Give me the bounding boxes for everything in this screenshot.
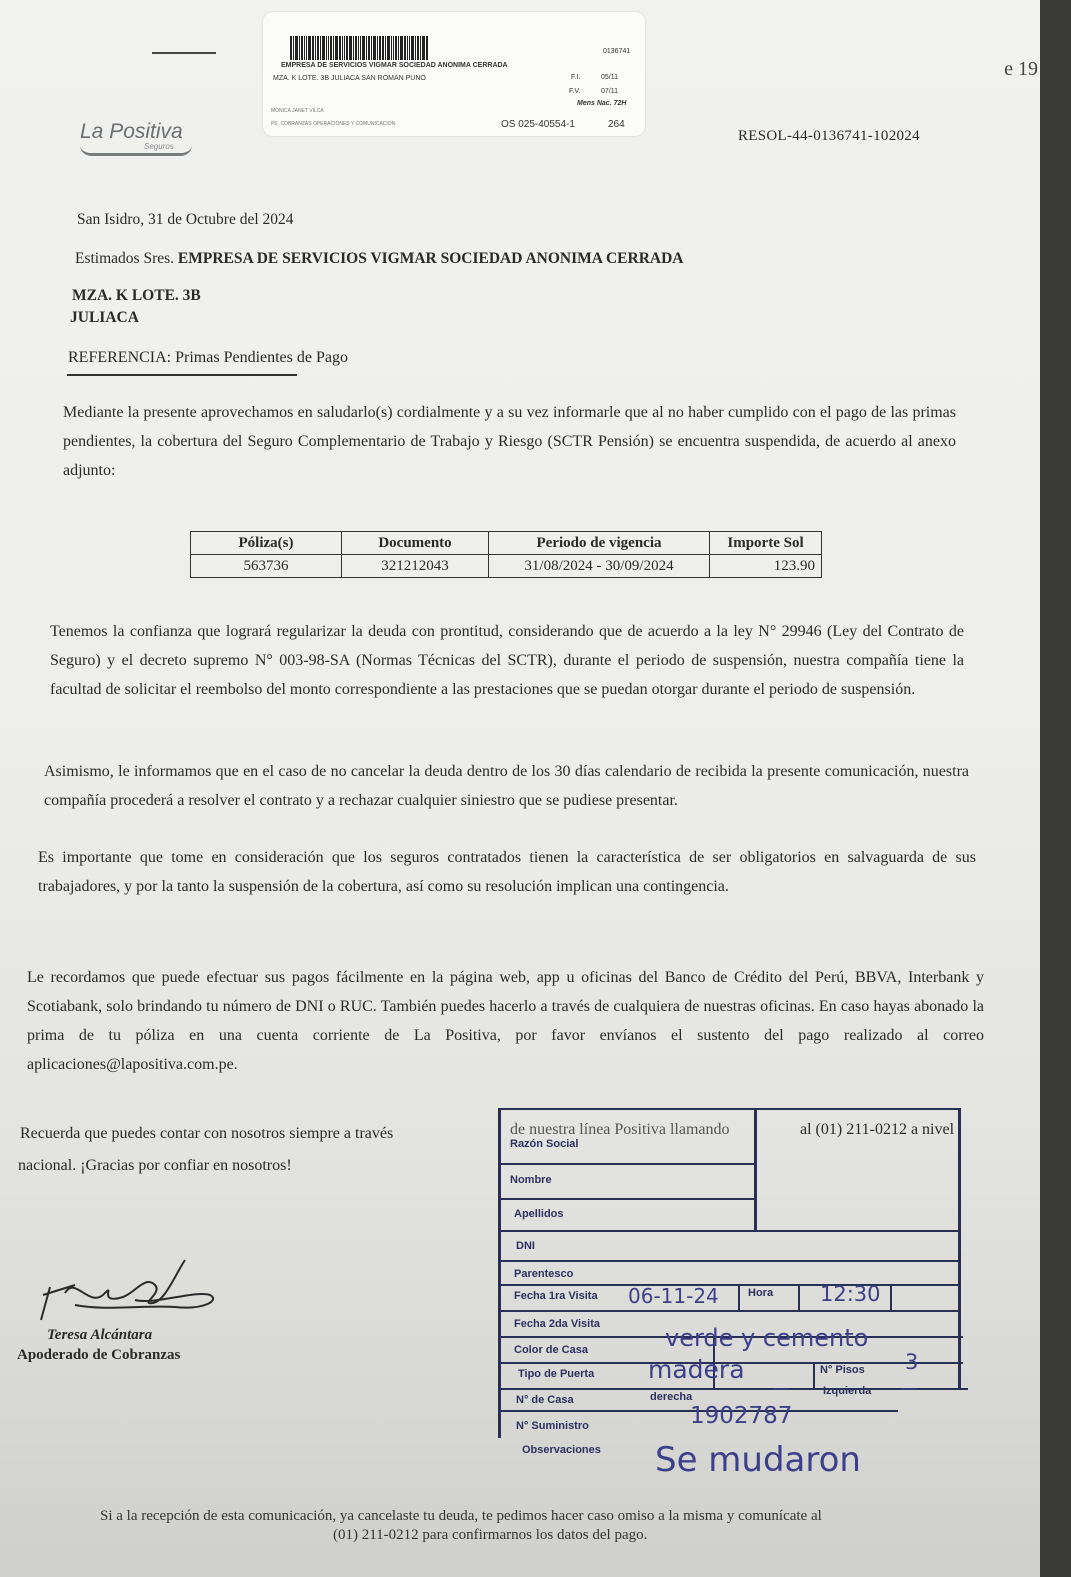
hand-suministro: 1902787 — [690, 1403, 793, 1429]
label-izquierda: Izquierda — [823, 1385, 872, 1397]
contact-line1-start: Recuerda que puedes contar con nosotros siempre a través — [20, 1125, 394, 1142]
hand-color: verde y cemento — [665, 1324, 869, 1352]
col-header: Póliza(s) — [191, 532, 342, 555]
contact-line2: nacional. ¡Gracias por confiar en nosotros! — [18, 1157, 292, 1174]
stamp-os-suffix: 264 — [608, 119, 625, 130]
footer-line2: (01) 211-0212 para confirmarnos los datos del pago. — [333, 1527, 648, 1543]
col-header: Periodo de vigencia — [489, 532, 710, 555]
contact-line1-end: al (01) 211-0212 a nivel — [800, 1121, 955, 1138]
label-observaciones: Observaciones — [522, 1444, 601, 1456]
hand-derecha: — — [772, 1378, 790, 1399]
barcode — [290, 36, 486, 60]
logo-sub: Seguros — [144, 142, 174, 151]
paragraph-4: Es importante que tome en consideración que los seguros contratados tienen la característica de ser obligatorios en salvaguarda de sus trabajadores, y por la tanto la suspensión de la cobertura, así como su resolución implican una contingencia. — [38, 849, 976, 895]
paragraph-3: Asimismo, le informamos que en el caso de no cancelar la deuda dentro de los 30 días calendario de recibida la presente comunicación, nuestra compañía procederá a resolver el contrato y a rechazar cualquier siniestro que se pudiese presentar. — [44, 763, 969, 809]
hand-izquierda: — — [900, 1378, 918, 1399]
contact-line1-mid: de nuestra línea Positiva llamando — [510, 1121, 730, 1138]
hand-pisos: 3 — [905, 1350, 919, 1374]
label-color: Color de Casa — [514, 1344, 588, 1356]
stamp-fi-label: F.I. — [571, 74, 581, 81]
greeting — [75, 245, 683, 273]
address-line1: MZA. K LOTE. 3B — [72, 287, 201, 304]
cell-importe: 123.90 — [710, 555, 822, 578]
label-fecha-2: Fecha 2da Visita — [514, 1318, 601, 1330]
stamp-code: 0136741 — [603, 48, 631, 55]
stamp-company: EMPRESA DE SERVICIOS VIGMAR SOCIEDAD ANONIMA CERRADA — [281, 62, 508, 69]
cell-poliza: 563736 — [191, 555, 342, 578]
stamp-small-line2: PE. COBRANZAS OPERACIONES Y COMUNICACION — [271, 121, 396, 127]
la-positiva-logo — [80, 120, 192, 156]
paragraph-2: Tenemos la confianza que logrará regularizar la deuda con prontitud, considerando que de acuerdo a la ley N° 29946 (Ley del Contrato de Seguro) y el decreto supremo N° 003-98-SA (Normas Técnicas del SCTR), durante el periodo de suspensión, nuestra compañía tiene la facultad de solicitar el reembolso del monto correspondiente a las prestaciones que se puedan otorgar durante el periodo de suspensión. — [50, 623, 964, 698]
signer-name: Teresa Alcántara — [47, 1327, 153, 1343]
hand-puerta: madera — [648, 1355, 745, 1384]
label-hora: Hora — [748, 1287, 774, 1299]
stamp-fv-value: 07/11 — [601, 88, 618, 95]
table-row — [191, 555, 822, 578]
label-parentesco: Parentesco — [514, 1268, 574, 1280]
label-fecha-visita: Fecha 1ra Visita — [514, 1290, 598, 1302]
stamp-address: MZA. K LOTE. 3B JULIACA SAN ROMAN PUNO — [273, 75, 426, 82]
col-header: Importe Sol — [710, 532, 822, 555]
stamp-small-line1: MONICA JANET VILCA — [271, 108, 324, 114]
label-nombre: Nombre — [510, 1174, 552, 1186]
label-casa: N° de Casa — [516, 1394, 574, 1406]
hand-observaciones: Se mudaron — [655, 1440, 861, 1480]
label-derecha: derecha — [650, 1391, 693, 1403]
signature-image — [35, 1255, 225, 1330]
letter-date: San Isidro, 31 de Octubre del 2024 — [77, 211, 294, 228]
label-dni: DNI — [516, 1240, 535, 1252]
stamp-os-number: OS 025-40554-1 — [501, 119, 575, 130]
resolution-code: RESOL-44-0136741-102024 — [738, 128, 920, 144]
label-suministro: N° Suministro — [516, 1420, 589, 1432]
label-puerta: Tipo de Puerta — [518, 1368, 595, 1380]
table-header-row — [191, 532, 822, 555]
address-line2: JULIACA — [70, 309, 139, 326]
signer-role: Apoderado de Cobranzas — [17, 1347, 181, 1363]
reference-underline — [67, 374, 297, 376]
footer-line1: Si a la recepción de esta comunicación, ya cancelaste tu deuda, te pedimos hacer caso omiso a la misma y comunícate al — [100, 1508, 822, 1524]
policy-table — [190, 531, 822, 578]
label-apellidos: Apellidos — [514, 1208, 564, 1220]
stamp-note: Mens Nac. 72H — [577, 100, 627, 107]
cell-documento: 321212043 — [342, 555, 489, 578]
col-header: Documento — [342, 532, 489, 555]
greeting-prefix: Estimados Sres. — [75, 250, 175, 267]
edge-text: e 19 — [1004, 58, 1038, 80]
reference: REFERENCIA: Primas Pendientes de Pago — [68, 349, 348, 366]
cell-periodo: 31/08/2024 - 30/09/2024 — [489, 555, 710, 578]
label-pisos: N° Pisos — [820, 1364, 865, 1376]
courier-label — [263, 12, 645, 136]
hand-fecha-visita: 06-11-24 — [628, 1284, 719, 1308]
recipient-name: EMPRESA DE SERVICIOS VIGMAR SOCIEDAD ANONIMA CERRADA — [177, 250, 684, 267]
stamp-fi-value: 05/11 — [601, 74, 618, 81]
paragraph-1: Mediante la presente aprovechamos en saludarlo(s) cordialmente y a su vez informarle que al no haber cumplido con el pago de las primas pendientes, la cobertura del Seguro Complementario de Trabajo y Riesgo (SCTR Pensión) se encuentra suspendida, de acuerdo al anexo adjunto: — [63, 404, 956, 479]
hand-hora: 12:30 — [820, 1282, 881, 1306]
stamp-fv-label: F.V. — [569, 88, 581, 95]
label-razon: Razón Social — [510, 1138, 579, 1150]
logo-swoosh — [80, 145, 192, 156]
logo-name: La Positiva — [80, 120, 183, 143]
pen-mark — [152, 52, 216, 54]
paragraph-5: Le recordamos que puede efectuar sus pagos fácilmente en la página web, app u oficinas del Banco de Crédito del Perú, BBVA, Interbank y Scotiabank, solo brindando tu número de DNI o RUC. También puedes hacerlo a través de cualquiera de nuestras oficinas. En caso hayas abonado la prima de tu póliza en una cuenta corriente de La Positiva, por favor envíanos el sustento del pago realizado al correo aplicaciones@lapositiva.com.pe. — [27, 969, 984, 1073]
